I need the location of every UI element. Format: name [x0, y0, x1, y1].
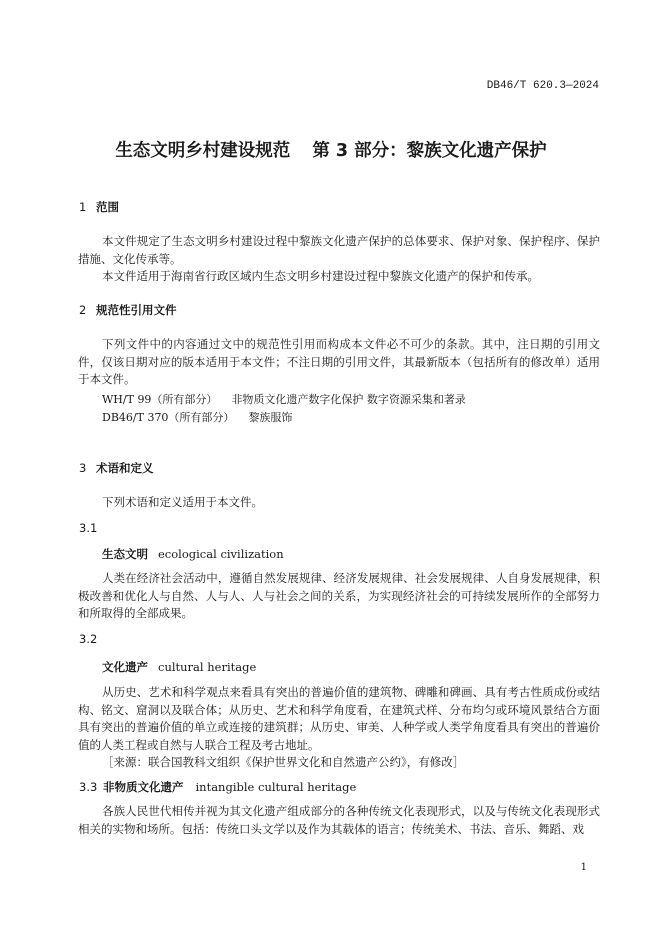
title-part: 第 3 部分：黎族文化遗产保护	[312, 141, 547, 161]
document-title	[0, 137, 662, 162]
term-source: ［来源：联合国教科文组织《保护世界文化和自然遗产公约》，有修改］	[102, 755, 465, 769]
document-code: DB46/T 620.3—2024	[486, 80, 599, 92]
section-3-heading: 3 术语和定义	[79, 461, 154, 475]
term-number: 3.2	[79, 632, 98, 646]
section-2-heading: 2 规范性引用文件	[79, 303, 177, 317]
normative-paragraph: 下列文件中的内容通过文中的规范性引用而构成本文件必不可少的条款。其中，注日期的引用文件，仅该日期对应的版本适用于本文件；不注日期的引用文件，其最新版本（包括所有的修改单）适用于本文件。	[78, 337, 600, 386]
term-heading: 文化遗产 cultural heritage	[102, 660, 257, 674]
term-definition: 从历史、艺术和科学观点来看具有突出的普遍价值的建筑物、碑雕和碑画、具有考古性质成份或结构、铭文、窟洞以及联合体；从历史、艺术和科学角度看，在建筑式样、分布均匀或环境风景结合方面具有突出的普遍价值的单立或连接的建筑群；从历史、审美、人种学或人类学角度看具有突出的普遍价值的人类工程或自然与人联合工程及考古地址。	[78, 685, 600, 752]
reference-item: WH/T 99（所有部分） 非物质文化遗产数字化保护 数字资源采集和著录	[102, 393, 466, 406]
term-number: 3.1	[79, 521, 98, 535]
title-main: 生态文明乡村建设规范	[115, 141, 291, 161]
term-heading: 生态文明 ecological civilization	[102, 547, 284, 561]
term-definition: 人类在经济社会活动中，遵循自然发展规律、经济发展规律、社会发展规律、人自身发展规律，积极改善和优化人与自然、人与人、人与社会之间的关系，为实现经济社会的可持续发展所作的全部努力和所取得的全部成果。	[78, 571, 600, 620]
term-definition: 各族人民世代相传并视为其文化遗产组成部分的各种传统文化表现形式，以及与传统文化表现形式相关的实物和场所。包括：传统口头文学以及作为其载体的语言；传统美术、书法、音乐、舞蹈、戏	[78, 804, 600, 836]
reference-item: DB46/T 370（所有部分） 黎族服饰	[102, 411, 293, 424]
section-1-heading: 1 范围	[79, 200, 119, 214]
terms-intro: 下列术语和定义适用于本文件。	[102, 495, 263, 509]
scope-paragraph-1: 本文件规定了生态文明乡村建设过程中黎族文化遗产保护的总体要求、保护对象、保护程序、保护措施、文化传承等。	[78, 234, 600, 266]
scope-paragraph-2: 本文件适用于海南省行政区域内生态文明乡村建设过程中黎族文化遗产的保护和传承。	[102, 269, 539, 283]
term-heading: 3.3 非物质文化遗产 intangible cultural heritage	[79, 780, 357, 794]
page-number: 1	[580, 862, 587, 873]
